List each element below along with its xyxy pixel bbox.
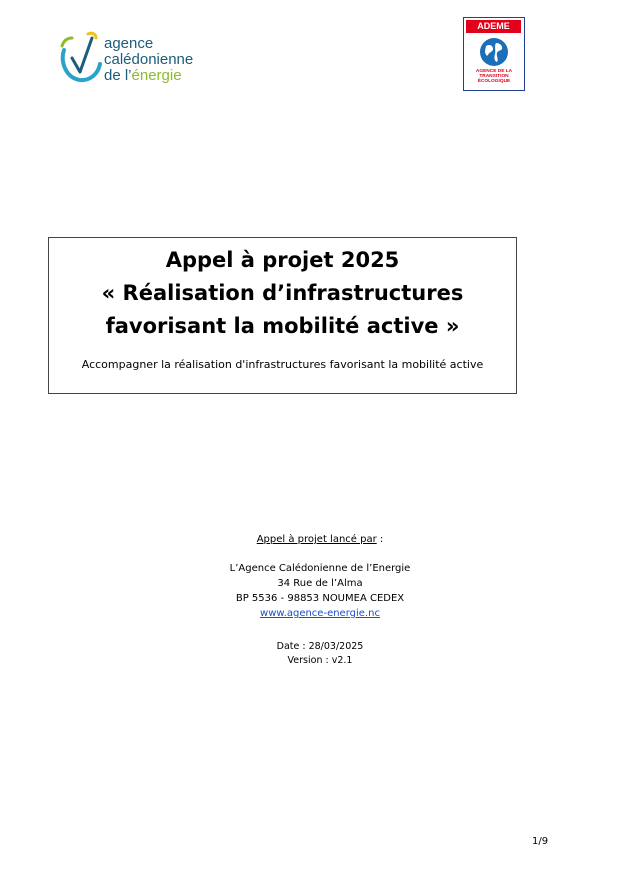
launch-info (0, 532, 620, 621)
document-version: Version : v2.1 (287, 655, 353, 666)
ademe-logo-subtitle: AGENCE DE LA TRANSITION ÉCOLOGIQUE (475, 69, 513, 85)
document-meta (0, 640, 620, 668)
title-box (48, 237, 517, 394)
ademe-logo-brand: ADEME (466, 20, 521, 33)
title-line-3: favorisant la mobilité active » (105, 314, 460, 338)
ace-logo-line-3b: énergie (131, 67, 182, 84)
ace-logo-line-1: agence (104, 35, 154, 52)
launch-heading: Appel à projet lancé par (256, 534, 377, 545)
launch-heading-row (0, 532, 620, 547)
launch-street: 34 Rue de l’Alma (277, 578, 363, 589)
ace-logo (58, 26, 218, 88)
ace-logo-line-3a: de l’ (104, 67, 132, 84)
ace-logo-mark-icon (58, 28, 102, 84)
ademe-logo (463, 17, 525, 91)
document-subtitle: Accompagner la réalisation d'infrastructures favorisant la mobilité active (81, 358, 484, 371)
page-number: 1/9 (532, 836, 549, 847)
document-title (49, 244, 516, 343)
document-date: Date : 28/03/2025 (276, 641, 364, 652)
website-link[interactable]: www.agence-energie.nc (260, 608, 380, 619)
launch-org: L’Agence Calédonienne de l’Energie (229, 563, 411, 574)
launch-heading-suffix: : (376, 534, 384, 545)
ace-logo-text (104, 36, 193, 84)
ace-logo-line-3 (104, 68, 193, 84)
ace-logo-line-2: calédonienne (104, 51, 194, 68)
globe-icon (479, 37, 509, 67)
launch-postal: BP 5536 - 98853 NOUMEA CEDEX (235, 593, 405, 604)
title-line-1: Appel à projet 2025 (165, 248, 400, 272)
title-line-2: « Réalisation d’infrastructures (101, 281, 464, 305)
